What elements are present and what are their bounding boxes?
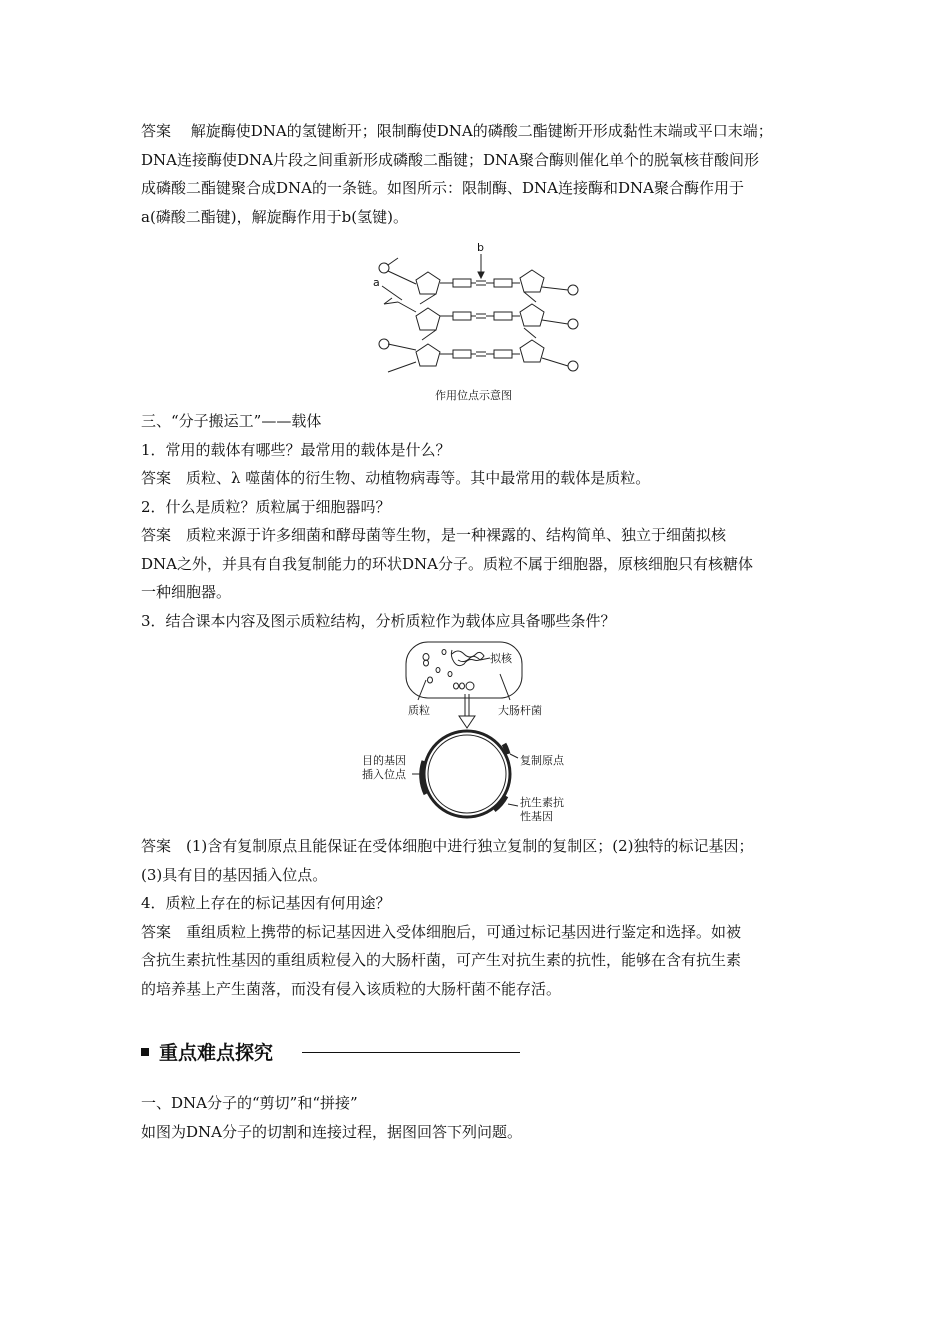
answer-1: 答案 质粒、λ 噬菌体的衍生物、动植物病毒等。其中最常用的载体是质粒。	[141, 469, 651, 487]
answer-4-line: 答案 重组质粒上携带的标记基因进入受体细胞后，可通过标记基因进行鉴定和选择。如被	[141, 922, 742, 941]
label-ecoli: 大肠杆菌	[498, 704, 542, 717]
text-line: DNA连接酶使DNA片段之间重新形成磷酸二酯键；DNA聚合酶则催化单个的脱氧核苷酸间形	[141, 150, 759, 169]
section-heading-text: 重点难点探究	[159, 1042, 274, 1064]
answer-4-line: 的培养基上产生菌落，而没有侵入该质粒的大肠杆菌不能存活。	[141, 979, 562, 998]
label-resistance-1: 抗生素抗	[520, 796, 564, 809]
answer-paragraph-1	[141, 117, 821, 231]
answer-2-line: DNA之外，并具有自我复制能力的环状DNA分子。质粒不属于细胞器，原核细胞只有核糖体	[141, 554, 753, 573]
question-2: 2．什么是质粒？质粒属于细胞器吗？	[141, 497, 391, 516]
answer-3-line: 答案 (1)含有复制原点且能保证在受体细胞中进行独立复制的复制区；(2)独特的标记基因；	[141, 837, 754, 855]
answer-2-line: 一种细胞器。	[141, 583, 232, 601]
label-resistance-2: 性基因	[520, 810, 553, 823]
label-b: b	[477, 241, 484, 254]
label-insert-site-1: 目的基因	[362, 754, 406, 767]
label-insert-site-2: 插入位点	[362, 768, 406, 781]
section-heading	[141, 1038, 273, 1065]
dna-action-site-figure	[368, 240, 580, 380]
text-line: 答案 解旋酶使DNA的氢键断开；限制酶使DNA的磷酸二酯键断开形成黏性末端或平口末端；	[141, 122, 773, 140]
section-title: 三、“分子搬运工”——载体	[141, 412, 322, 430]
answer-4-line: 含抗生素抗性基因的重组质粒侵入的大肠杆菌，可产生对抗生素的抗性，能够在含有抗生素	[141, 951, 742, 969]
plasmid-structure-figure	[360, 636, 600, 828]
question-3: 3．结合课本内容及图示质粒结构，分析质粒作为载体应具备哪些条件？	[141, 611, 616, 630]
label-plasmid: 质粒	[408, 704, 430, 717]
section-3-answers	[141, 832, 821, 1003]
label-nucleoid: 拟核	[490, 652, 512, 665]
figure-caption: 作用位点示意图	[435, 389, 512, 402]
text-line: a(磷酸二酯键)，解旋酶作用于b(氢键)。	[141, 207, 408, 226]
part-1-block	[141, 1089, 821, 1146]
answer-3-line: (3)具有目的基因插入位点。	[141, 865, 328, 884]
question-1: 1．常用的载体有哪些？最常用的载体是什么？	[141, 440, 451, 459]
label-origin: 复制原点	[520, 754, 564, 767]
question-4: 4．质粒上存在的标记基因有何用途？	[141, 894, 391, 912]
bullet-square-icon	[141, 1048, 149, 1056]
text-line: 成磷酸二酯键聚合成DNA的一条链。如图所示：限制酶、DNA连接酶和DNA聚合酶作用于	[141, 179, 744, 197]
heading-rule	[302, 1052, 520, 1053]
answer-2-line: 答案 质粒来源于许多细菌和酵母菌等生物，是一种裸露的、结构简单、独立于细菌拟核	[141, 526, 727, 544]
label-a: a	[373, 276, 380, 289]
part-1-title: 一、DNA分子的“剪切”和“拼接”	[141, 1094, 358, 1112]
part-1-text: 如图为DNA分子的切割和连接过程，据图回答下列问题。	[141, 1122, 522, 1141]
section-3-block	[141, 407, 821, 635]
